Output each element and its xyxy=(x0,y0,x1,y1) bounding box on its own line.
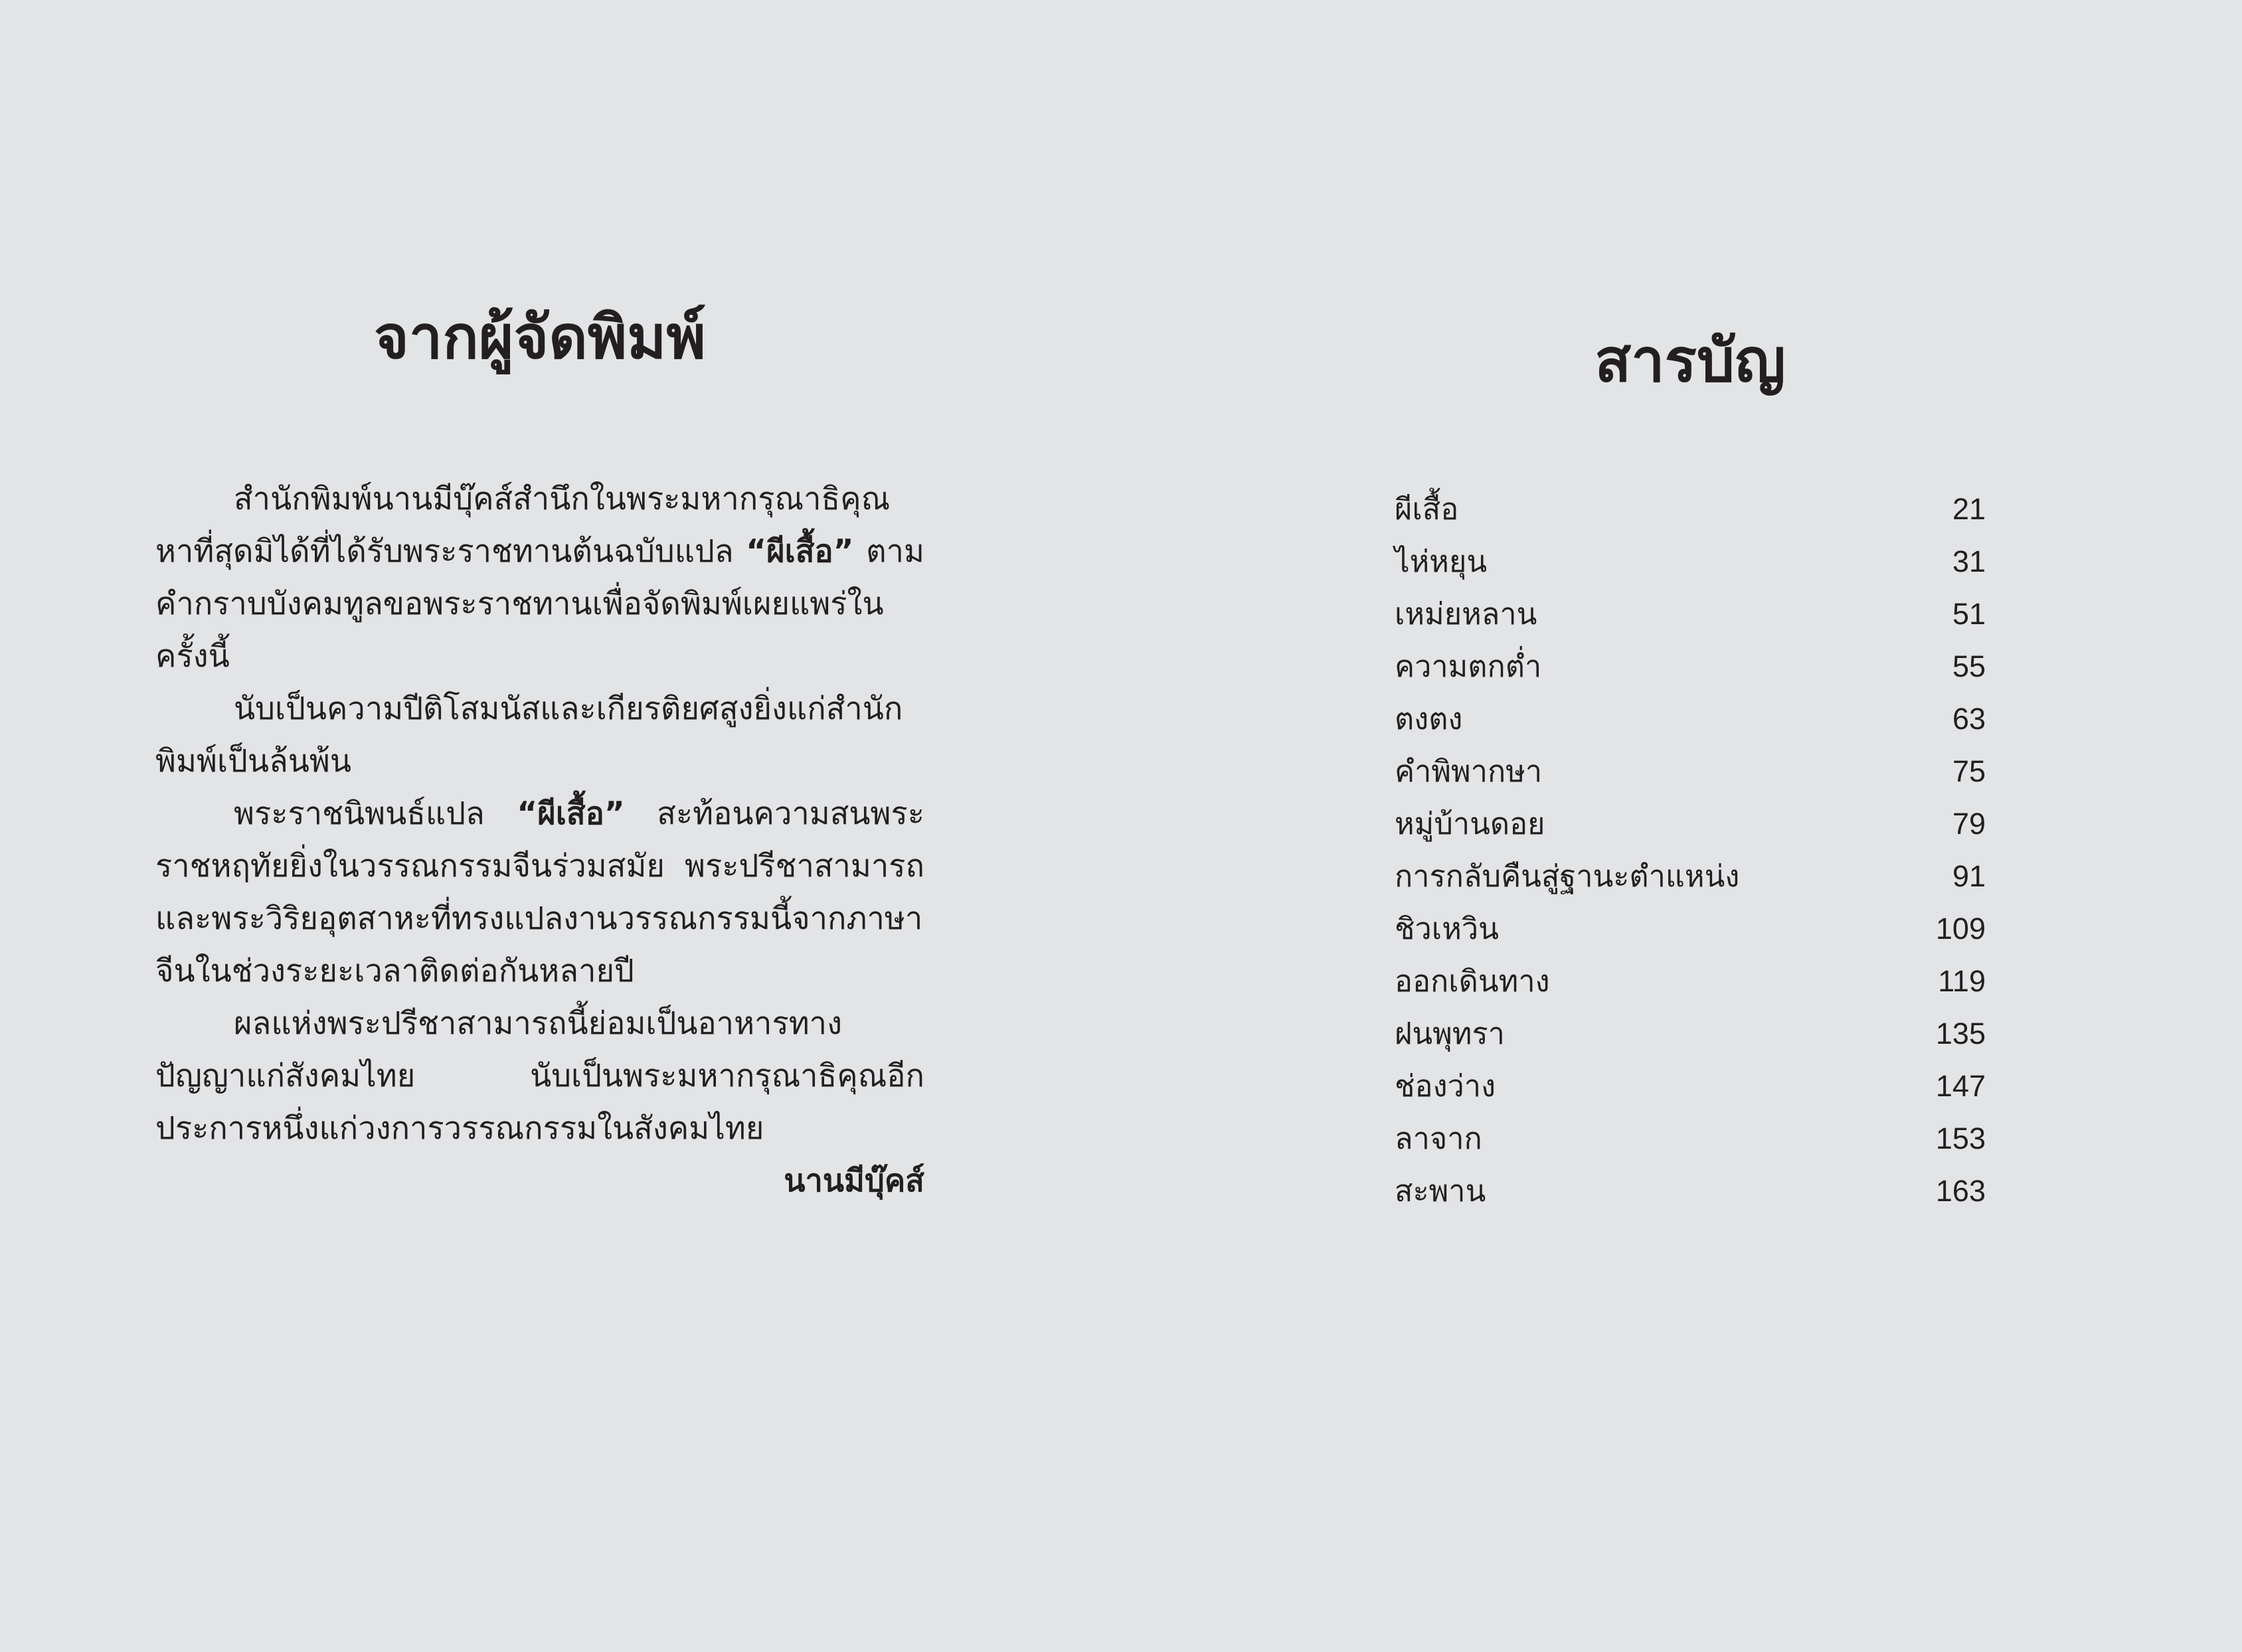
toc-entry-title: ลาจาก xyxy=(1395,1121,1482,1156)
toc-entry-page: 147 xyxy=(1935,1069,1986,1103)
foreword-paragraph: พระราชนิพนธ์แปล “ผีเสื้อ” สะท้อนความสนพระราชหฤทัยยิ่งในวรรณกรรมจีนร่วมสมัย พระปรีชาสามารถ และพระวิริยอุตสาหะที่ทรงแปลงานวรรณกรรมนี้จากภาษาจีนในช่วงระยะเวลาติดต่อกันหลายปี xyxy=(155,795,924,989)
toc-entry-title: ฝนพุทรา xyxy=(1395,1016,1505,1051)
toc-entry[interactable] xyxy=(1395,1112,1986,1165)
toc-entry[interactable] xyxy=(1395,693,1986,745)
toc-entry-page: 153 xyxy=(1935,1121,1986,1155)
toc-entry[interactable] xyxy=(1395,1007,1986,1060)
foreword-body xyxy=(155,473,924,1155)
toc-entry[interactable] xyxy=(1395,1165,1986,1217)
toc-entry-page: 109 xyxy=(1935,912,1986,946)
toc-entry-title: ชิวเหวิน xyxy=(1395,911,1499,946)
foreword-paragraph: นับเป็นความปีติโสมนัสและเกียรติยศสูงยิ่งแก่สำนักพิมพ์เป็นล้นพ้น xyxy=(155,691,903,780)
toc-entry-title: ออกเดินทาง xyxy=(1395,963,1550,999)
toc-entry[interactable] xyxy=(1395,483,1986,535)
book-title-emphasis: “ผีเสื้อ” xyxy=(746,533,854,570)
toc-entry-page: 135 xyxy=(1935,1017,1986,1050)
toc-entry-page: 63 xyxy=(1952,702,1986,736)
toc-entry[interactable] xyxy=(1395,588,1986,640)
toc-entry-page: 55 xyxy=(1952,649,1986,683)
toc-entry[interactable] xyxy=(1395,955,1986,1007)
toc-entry-page: 31 xyxy=(1952,544,1986,578)
toc-entry-title: เหม่ยหลาน xyxy=(1395,596,1537,631)
foreword-title: จากผู้จัดพิมพ์ xyxy=(374,303,706,373)
toc-entry-title: ไห่หยุน xyxy=(1395,544,1488,579)
toc-entry-page: 21 xyxy=(1952,492,1986,526)
toc-title: สารบัญ xyxy=(1595,326,1786,396)
toc-entry-page: 119 xyxy=(1938,964,1986,998)
toc-entry-page: 79 xyxy=(1952,807,1986,841)
book-title-emphasis: “ผีเสื้อ” xyxy=(517,795,625,832)
toc-entry-page: 75 xyxy=(1952,754,1986,788)
toc-entry-title: ช่องว่าง xyxy=(1395,1068,1496,1104)
toc-entry[interactable] xyxy=(1395,1060,1986,1112)
toc-entry-title: หมู่บ้านดอย xyxy=(1395,806,1545,841)
toc-entry-title: ความตกต่ำ xyxy=(1395,649,1542,684)
toc-entry[interactable] xyxy=(1395,797,1986,850)
foreword-paragraph: ผลแห่งพระปรีชาสามารถนี้ย่อมเป็นอาหารทางปัญญาแก่สังคมไทย นับเป็นพระมหากรุณาธิคุณอีกประการหนึ่งแก่วงการวรรณกรรมในสังคมไทย xyxy=(155,1005,924,1147)
toc-entry[interactable] xyxy=(1395,902,1986,955)
toc-entry-title: การกลับคืนสู่ฐานะตำแหน่ง xyxy=(1395,859,1740,894)
toc-entry[interactable] xyxy=(1395,535,1986,588)
toc-entry-title: คำพิพากษา xyxy=(1395,754,1543,789)
toc-entry-page: 51 xyxy=(1952,597,1986,631)
toc-entry[interactable] xyxy=(1395,745,1986,797)
toc-entry-title: ผีเสื้อ xyxy=(1395,491,1459,527)
publisher-signature: นานมีบุ๊คส์ xyxy=(784,1163,924,1199)
toc-entry[interactable] xyxy=(1395,640,1986,693)
toc-list xyxy=(1395,483,1986,1217)
toc-entry-page: 163 xyxy=(1935,1174,1986,1208)
toc-entry-page: 91 xyxy=(1952,859,1986,893)
foreword-paragraph: สำนักพิมพ์นานมีบุ๊คส์สำนึกในพระมหากรุณาธิคุณหาที่สุดมิได้ที่ได้รับพระราชทานต้นฉบับแปล “ผีเสื้อ” ตามคำกราบบังคมทูลขอพระราชทานเพื่อจัดพิมพ์เผยแพร่ในครั้งนี้ xyxy=(155,481,924,675)
toc-entry[interactable] xyxy=(1395,850,1986,902)
toc-entry-title: สะพาน xyxy=(1395,1173,1486,1208)
toc-entry-title: ตงตง xyxy=(1395,701,1463,736)
